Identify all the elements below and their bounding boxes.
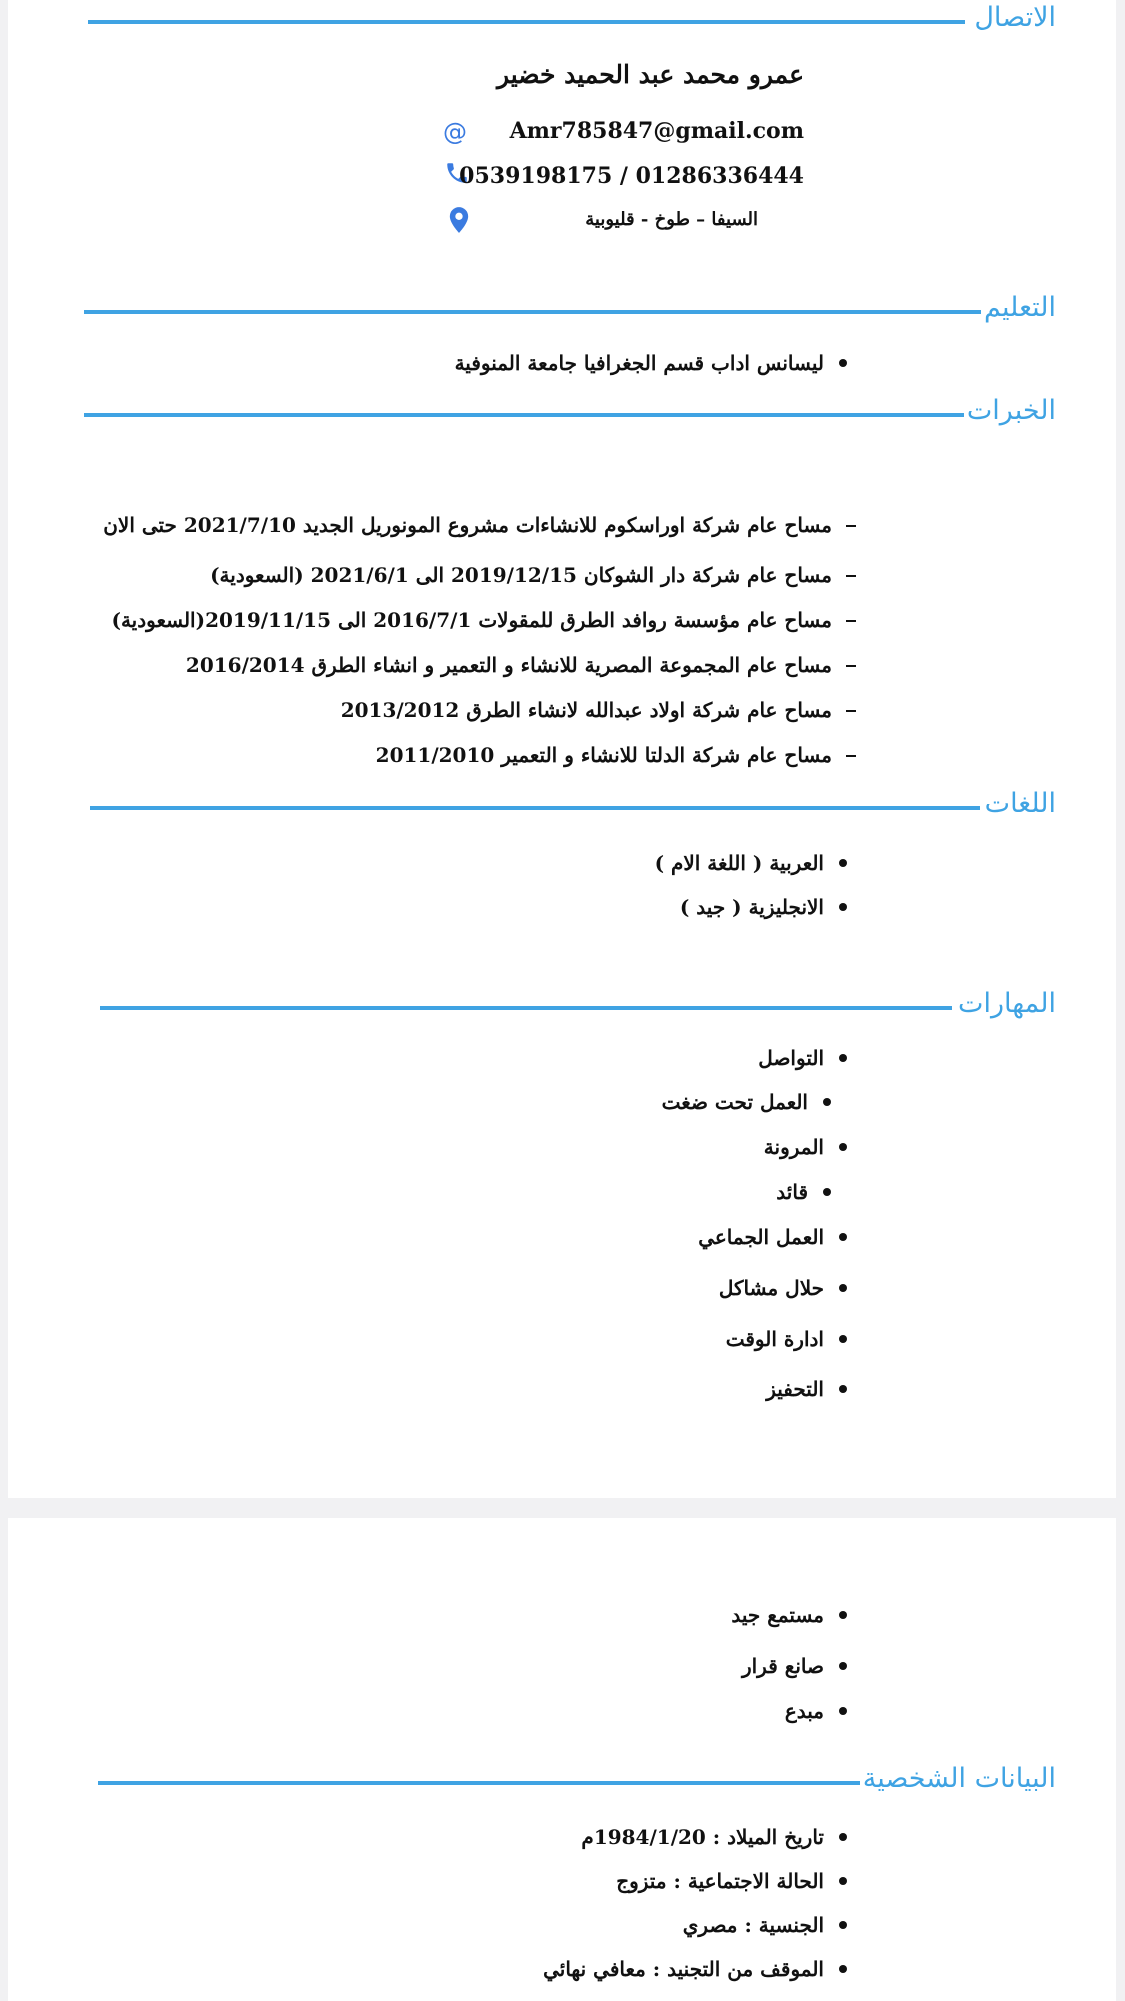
languages-section-title: اللغات (984, 788, 1056, 819)
list-item (8, 1600, 1116, 1630)
list-item (8, 1177, 1116, 1207)
list-item (8, 510, 1116, 540)
resume-page-1 (8, 0, 1116, 1498)
dash-icon (846, 620, 856, 622)
personal-item: الحالة الاجتماعية : متزوج (616, 1869, 824, 1893)
list-item (8, 1822, 1116, 1852)
bullet-icon (839, 359, 847, 367)
skill-item: حلال مشاكل (718, 1276, 824, 1300)
list-item (8, 1651, 1116, 1681)
list-item (8, 348, 1116, 378)
skill-item: ادارة الوقت (725, 1327, 824, 1351)
bullet-icon (839, 1284, 847, 1292)
list-item (8, 1273, 1116, 1303)
language-item: العربية ( اللغة الام ) (654, 851, 824, 875)
bullet-icon (823, 1098, 831, 1106)
education-item: ليسانس اداب قسم الجغرافيا جامعة المنوفية (454, 351, 824, 375)
bullet-icon (839, 1707, 847, 1715)
skill-item: المرونة (763, 1135, 824, 1159)
personal-section-header (8, 1761, 1116, 1801)
bullet-icon (839, 1965, 847, 1973)
education-section-title: التعليم (984, 292, 1056, 323)
section-rule (100, 1006, 952, 1010)
section-rule (90, 806, 980, 810)
list-item (8, 650, 1116, 680)
list-item (8, 1043, 1116, 1073)
map-pin-icon (448, 206, 470, 234)
section-rule (88, 20, 965, 24)
dash-icon (846, 710, 856, 712)
personal-section-title: البيانات الشخصية (862, 1763, 1056, 1794)
contact-section-title: الاتصال (974, 2, 1056, 33)
skill-item: مستمع جيد (731, 1603, 824, 1627)
bullet-icon (839, 1233, 847, 1241)
experience-item: مساح عام المجموعة المصرية للانشاء و التعمير و انشاء الطرق 2016/2014 (185, 653, 832, 677)
email-text: Amr785847@gmail.com (509, 118, 804, 144)
education-section-header (8, 290, 1116, 330)
list-item (8, 1374, 1116, 1404)
section-rule (98, 1781, 860, 1785)
bullet-icon (839, 1921, 847, 1929)
dash-icon (846, 525, 856, 527)
at-icon (440, 118, 470, 148)
list-item (8, 1866, 1116, 1896)
list-item (8, 1222, 1116, 1252)
list-item (8, 892, 1116, 922)
bullet-icon (839, 1833, 847, 1841)
experience-item: مساح عام شركة دار الشوكان 2019/12/15 الى 2021/6/1 (السعودية) (210, 563, 832, 587)
personal-item: الموقف من التجنيد : معافي نهائي (543, 1957, 824, 1981)
experience-item: مساح عام شركة اولاد عبدالله لانشاء الطرق 2013/2012 (340, 698, 832, 722)
skill-item: مبدع (784, 1699, 824, 1723)
skill-item: قائد (776, 1180, 808, 1204)
skills-section-header (8, 986, 1116, 1026)
skill-item: التحفيز (766, 1377, 824, 1401)
personal-item: الجنسية : مصري (682, 1913, 824, 1937)
list-item (8, 560, 1116, 590)
skills-section-title: المهارات (958, 988, 1056, 1019)
phone-text: 01286336444 / 0539198175 (459, 163, 804, 189)
personal-item: تاريخ الميلاد : 1984/1/20م (581, 1825, 824, 1849)
svg-text:@: @ (443, 118, 467, 146)
contact-section-header (8, 0, 1116, 40)
bullet-icon (839, 1662, 847, 1670)
skill-item: العمل تحت ضغت (661, 1090, 808, 1114)
list-item (8, 1132, 1116, 1162)
list-item (8, 605, 1116, 635)
skill-item: العمل الجماعي (698, 1225, 824, 1249)
list-item (8, 1954, 1116, 1984)
list-item (8, 1324, 1116, 1354)
bullet-icon (823, 1188, 831, 1196)
languages-section-header (8, 786, 1116, 826)
experience-section-header (8, 393, 1116, 433)
full-name: عمرو محمد عبد الحميد خضير (496, 60, 804, 89)
bullet-icon (839, 1611, 847, 1619)
experience-item: مساح عام مؤسسة روافد الطرق للمقولات 2016/7/1 الى 2019/11/15(السعودية) (111, 608, 832, 632)
experience-section-title: الخبرات (966, 395, 1056, 426)
skill-item: التواصل (758, 1046, 824, 1070)
bullet-icon (839, 859, 847, 867)
bullet-icon (839, 903, 847, 911)
skill-item: صانع قرار (741, 1654, 824, 1678)
list-item (8, 740, 1116, 770)
resume-page-2 (8, 1518, 1116, 2001)
bullet-icon (839, 1877, 847, 1885)
bullet-icon (839, 1335, 847, 1343)
bullet-icon (839, 1143, 847, 1151)
bullet-icon (839, 1385, 847, 1393)
list-item (8, 848, 1116, 878)
experience-item: مساح عام شركة الدلتا للانشاء و التعمير 2011/2010 (375, 743, 832, 767)
section-rule (84, 413, 964, 417)
list-item (8, 1696, 1116, 1726)
dash-icon (846, 575, 856, 577)
language-item: الانجليزية ( جيد ) (679, 895, 824, 919)
address-text: السيفا – طوخ - قليوبية (585, 209, 758, 230)
list-item (8, 1910, 1116, 1940)
experience-item: مساح عام شركة اوراسكوم للانشاءات مشروع المونوريل الجديد 2021/7/10 حتى الان (103, 513, 832, 537)
bullet-icon (839, 1054, 847, 1062)
dash-icon (846, 755, 856, 757)
list-item (8, 1087, 1116, 1117)
section-rule (84, 310, 981, 314)
dash-icon (846, 665, 856, 667)
list-item (8, 695, 1116, 725)
